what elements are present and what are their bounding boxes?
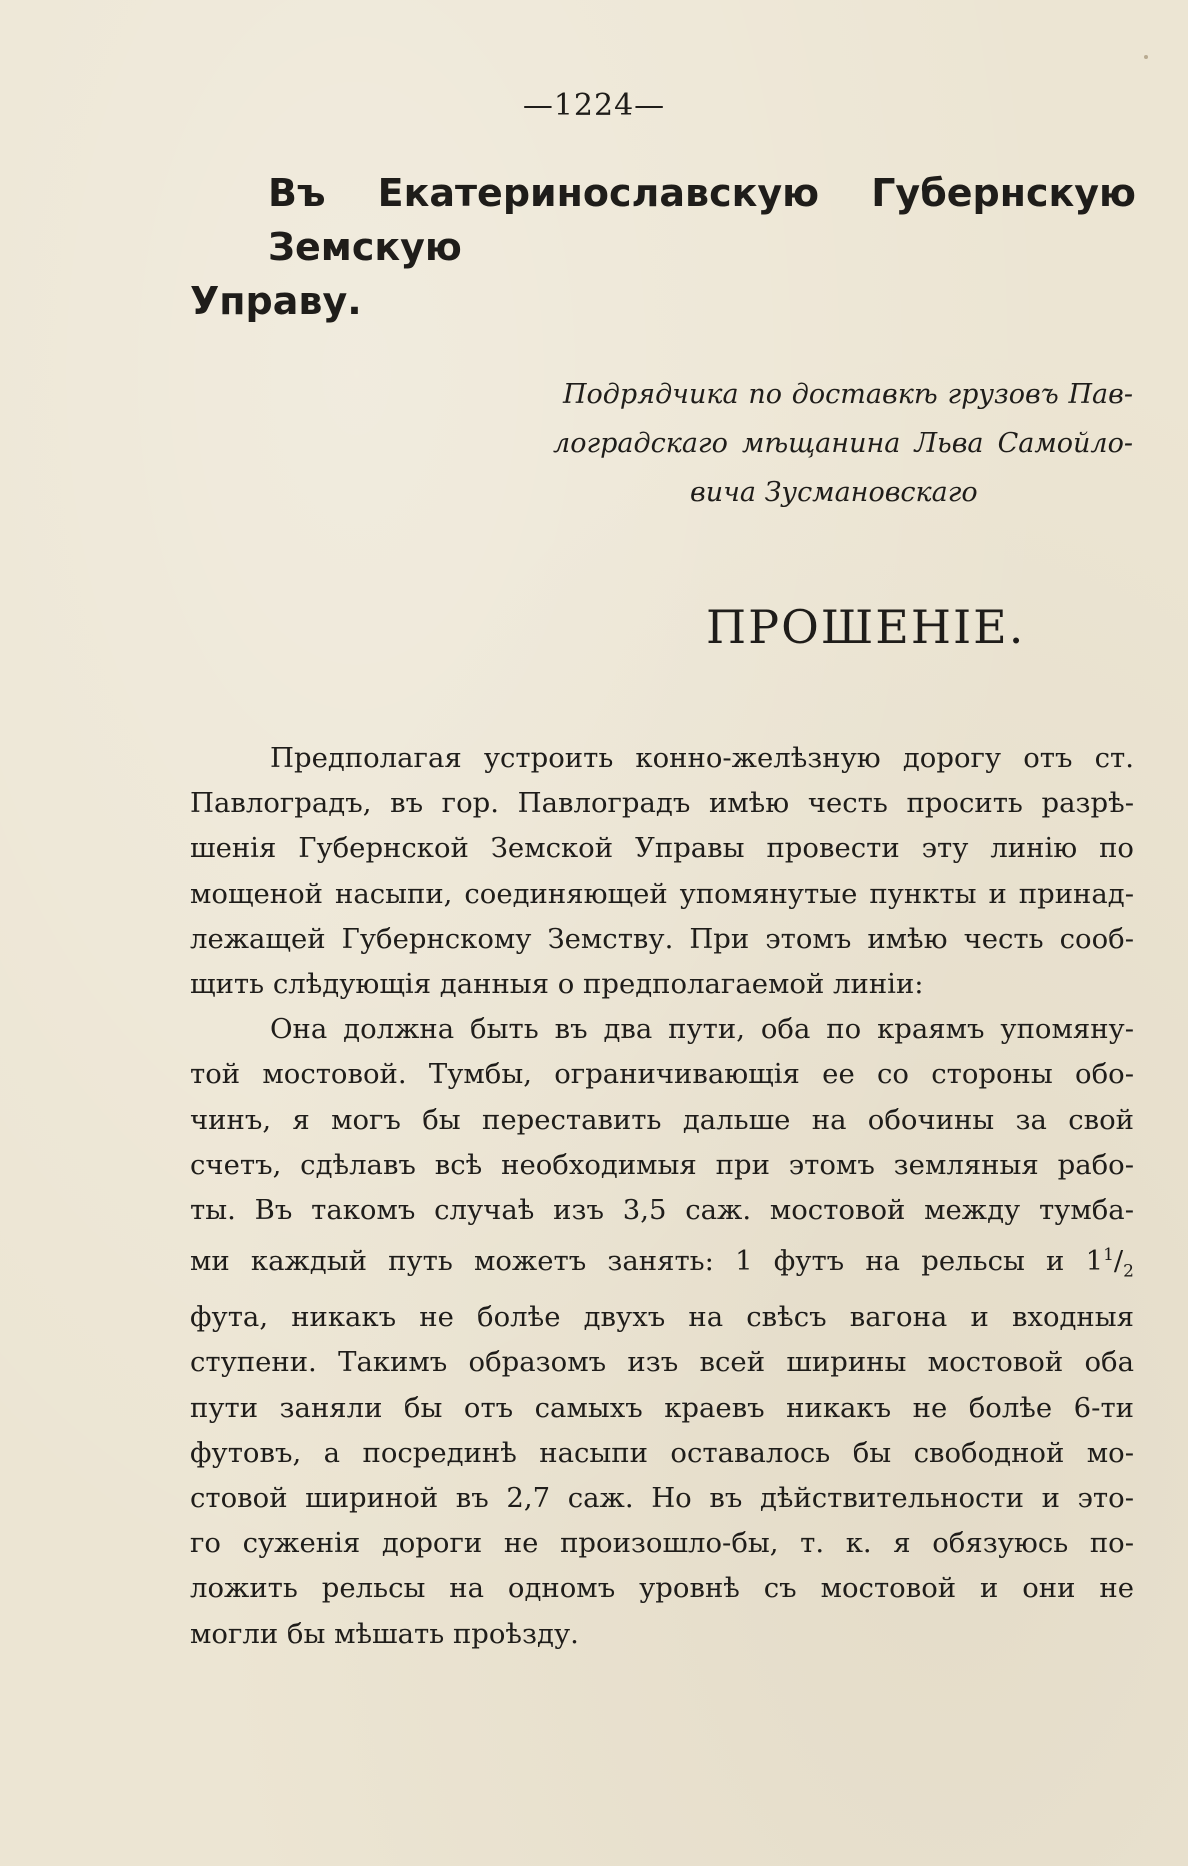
body-line-with-fraction [190, 1233, 1134, 1295]
sender-line: Подрядчика по доставкѣ грузовъ Пав- [563, 379, 1133, 410]
document-heading: ПРОШЕНІЕ. [706, 600, 1026, 654]
body-line: го суженія дороги не произошло-бы, т. к. я обязуюсь по- [190, 1527, 1134, 1560]
body-line: Павлоградъ, въ гор. Павлоградъ имѣю честь просить разрѣ- [190, 787, 1134, 820]
body-line: чинъ, я могъ бы переставить дальше на обочины за свой [190, 1103, 1134, 1136]
fraction-denominator: 2 [1123, 1261, 1134, 1282]
petition-body [190, 736, 1134, 1657]
fraction: $1^1/_2$ [1085, 1245, 1134, 1282]
body-line: ложить рельсы на одномъ уровнѣ съ мостовой и они не [190, 1572, 1134, 1605]
addressee-block [190, 166, 1136, 328]
addressee-line: Управу. [190, 279, 362, 323]
body-line: пути заняли бы отъ самыхъ краевъ никакъ не болѣе 6-ти [190, 1391, 1134, 1424]
paper-stain [1144, 55, 1148, 59]
fraction-numerator: 1 [1103, 1245, 1114, 1266]
body-line: лежащей Губернскому Земству. При этомъ имѣю честь сооб- [190, 922, 1134, 955]
body-line: щить слѣдующія данныя о предполагаемой линіи: [190, 968, 924, 1001]
addressee-line: Въ Екатеринославскую Губернскую Земскую [268, 171, 1136, 269]
sender-line: вича Зусмановскаго [690, 477, 978, 508]
body-line: мощеной насыпи, соединяющей упомянутые пункты и принад- [190, 877, 1134, 910]
body-line: счетъ, сдѣлавъ всѣ необходимыя при этомъ земляныя рабо- [190, 1148, 1134, 1181]
body-line-text: ми каждый путь можетъ занять: 1 футъ на рельсы и [190, 1245, 1065, 1278]
body-line: ты. Въ такомъ случаѣ изъ 3,5 саж. мостовой между тумба- [190, 1194, 1134, 1227]
body-line: ступени. Такимъ образомъ изъ всей ширины мостовой оба [190, 1346, 1134, 1379]
page-number: —1224— [522, 88, 666, 123]
body-line: Она должна быть въ два пути, оба по краямъ упомяну- [270, 1013, 1134, 1046]
sender-line: лоградскаго мѣщанина Льва Самойло- [553, 428, 1133, 459]
body-line: стовой шириной въ 2,7 саж. Но въ дѣйствительности и это- [190, 1481, 1134, 1514]
body-line: шенія Губернской Земской Управы провести эту линію по [190, 832, 1134, 865]
sender-block [553, 370, 1133, 517]
body-line: могли бы мѣшать проѣзду. [190, 1617, 579, 1650]
body-line: фута, никакъ не болѣе двухъ на свѣсъ вагона и входныя [190, 1301, 1134, 1334]
body-line: той мостовой. Тумбы, ограничивающія ее со стороны обо- [190, 1058, 1134, 1091]
body-line: Предполагая устроить конно-желѣзную дорогу отъ ст. [270, 742, 1134, 774]
fraction-whole: 1 [1085, 1245, 1104, 1278]
body-line: футовъ, а посрединѣ насыпи оставалось бы свободной мо- [190, 1436, 1134, 1469]
